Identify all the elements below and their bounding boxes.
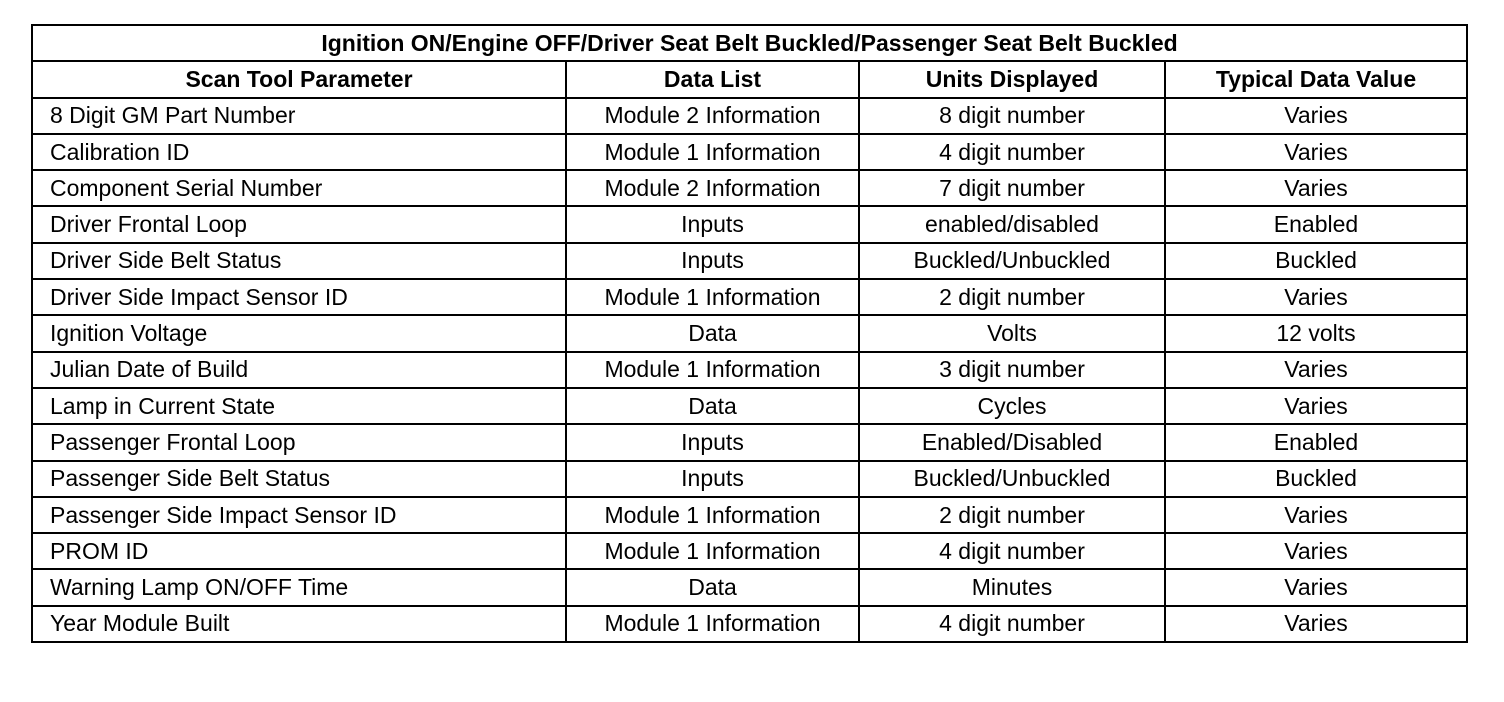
- cell-data-list: Data: [566, 388, 859, 424]
- cell-units-displayed: Volts: [859, 315, 1165, 351]
- table-row: [32, 606, 1467, 642]
- cell-scan-tool-parameter: Component Serial Number: [32, 170, 566, 206]
- cell-units-displayed: 4 digit number: [859, 606, 1165, 642]
- cell-typical-data-value: Varies: [1165, 606, 1467, 642]
- cell-typical-data-value: Varies: [1165, 352, 1467, 388]
- cell-data-list: Module 1 Information: [566, 497, 859, 533]
- cell-typical-data-value: Enabled: [1165, 206, 1467, 242]
- cell-typical-data-value: Varies: [1165, 134, 1467, 170]
- cell-scan-tool-parameter: Lamp in Current State: [32, 388, 566, 424]
- scan-tool-data-table-container: [31, 24, 1466, 643]
- table-row: [32, 569, 1467, 605]
- cell-units-displayed: 2 digit number: [859, 279, 1165, 315]
- cell-data-list: Module 1 Information: [566, 134, 859, 170]
- cell-data-list: Inputs: [566, 206, 859, 242]
- cell-units-displayed: 2 digit number: [859, 497, 1165, 533]
- table-row: [32, 461, 1467, 497]
- cell-scan-tool-parameter: Passenger Frontal Loop: [32, 424, 566, 460]
- cell-scan-tool-parameter: Ignition Voltage: [32, 315, 566, 351]
- cell-typical-data-value: Varies: [1165, 279, 1467, 315]
- cell-scan-tool-parameter: PROM ID: [32, 533, 566, 569]
- cell-data-list: Module 1 Information: [566, 352, 859, 388]
- scan-tool-data-table: [31, 24, 1468, 643]
- cell-scan-tool-parameter: Driver Side Belt Status: [32, 243, 566, 279]
- cell-units-displayed: 4 digit number: [859, 533, 1165, 569]
- cell-data-list: Module 1 Information: [566, 533, 859, 569]
- cell-typical-data-value: Buckled: [1165, 461, 1467, 497]
- cell-typical-data-value: 12 volts: [1165, 315, 1467, 351]
- table-body: [32, 98, 1467, 642]
- cell-units-displayed: 4 digit number: [859, 134, 1165, 170]
- cell-units-displayed: enabled/disabled: [859, 206, 1165, 242]
- cell-data-list: Data: [566, 569, 859, 605]
- cell-units-displayed: Enabled/Disabled: [859, 424, 1165, 460]
- cell-units-displayed: Cycles: [859, 388, 1165, 424]
- cell-typical-data-value: Varies: [1165, 533, 1467, 569]
- cell-typical-data-value: Varies: [1165, 388, 1467, 424]
- cell-data-list: Inputs: [566, 243, 859, 279]
- table-row: [32, 424, 1467, 460]
- table-title-row: [32, 25, 1467, 61]
- table-row: [32, 388, 1467, 424]
- table-row: [32, 98, 1467, 134]
- table-title: Ignition ON/Engine OFF/Driver Seat Belt Buckled/Passenger Seat Belt Buckled: [32, 25, 1467, 61]
- column-header-units-displayed: Units Displayed: [859, 61, 1165, 97]
- cell-scan-tool-parameter: Passenger Side Belt Status: [32, 461, 566, 497]
- table-header-row: [32, 61, 1467, 97]
- table-row: [32, 206, 1467, 242]
- cell-scan-tool-parameter: Year Module Built: [32, 606, 566, 642]
- cell-data-list: Module 2 Information: [566, 170, 859, 206]
- cell-units-displayed: 8 digit number: [859, 98, 1165, 134]
- cell-typical-data-value: Enabled: [1165, 424, 1467, 460]
- table-row: [32, 170, 1467, 206]
- table-row: [32, 279, 1467, 315]
- cell-scan-tool-parameter: Warning Lamp ON/OFF Time: [32, 569, 566, 605]
- cell-data-list: Module 1 Information: [566, 279, 859, 315]
- cell-units-displayed: 3 digit number: [859, 352, 1165, 388]
- table-row: [32, 243, 1467, 279]
- table-row: [32, 315, 1467, 351]
- cell-data-list: Inputs: [566, 424, 859, 460]
- table-row: [32, 497, 1467, 533]
- cell-scan-tool-parameter: Passenger Side Impact Sensor ID: [32, 497, 566, 533]
- cell-scan-tool-parameter: Julian Date of Build: [32, 352, 566, 388]
- cell-units-displayed: Buckled/Unbuckled: [859, 243, 1165, 279]
- cell-typical-data-value: Varies: [1165, 497, 1467, 533]
- cell-scan-tool-parameter: Driver Side Impact Sensor ID: [32, 279, 566, 315]
- cell-typical-data-value: Varies: [1165, 98, 1467, 134]
- cell-typical-data-value: Varies: [1165, 170, 1467, 206]
- cell-scan-tool-parameter: Calibration ID: [32, 134, 566, 170]
- cell-units-displayed: 7 digit number: [859, 170, 1165, 206]
- cell-data-list: Inputs: [566, 461, 859, 497]
- column-header-data-list: Data List: [566, 61, 859, 97]
- cell-typical-data-value: Buckled: [1165, 243, 1467, 279]
- cell-units-displayed: Buckled/Unbuckled: [859, 461, 1165, 497]
- cell-data-list: Data: [566, 315, 859, 351]
- column-header-scan-tool-parameter: Scan Tool Parameter: [32, 61, 566, 97]
- cell-data-list: Module 1 Information: [566, 606, 859, 642]
- table-row: [32, 533, 1467, 569]
- column-header-typical-data-value: Typical Data Value: [1165, 61, 1467, 97]
- cell-scan-tool-parameter: Driver Frontal Loop: [32, 206, 566, 242]
- table-row: [32, 134, 1467, 170]
- table-row: [32, 352, 1467, 388]
- cell-typical-data-value: Varies: [1165, 569, 1467, 605]
- cell-data-list: Module 2 Information: [566, 98, 859, 134]
- cell-units-displayed: Minutes: [859, 569, 1165, 605]
- cell-scan-tool-parameter: 8 Digit GM Part Number: [32, 98, 566, 134]
